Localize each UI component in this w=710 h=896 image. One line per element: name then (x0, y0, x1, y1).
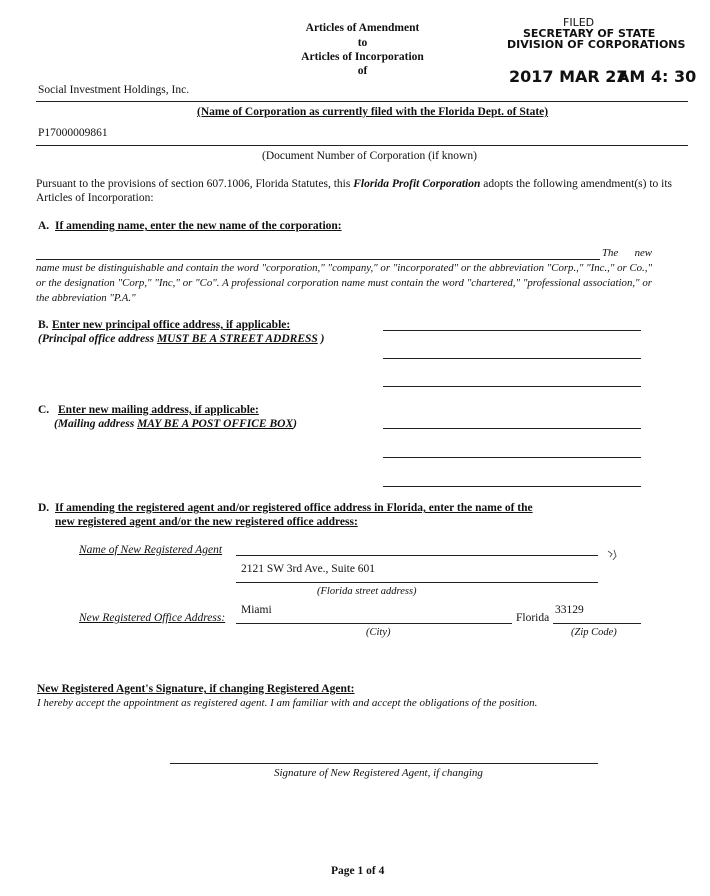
city-caption: (City) (366, 627, 391, 638)
section-b-note-prefix: (Principal office address (38, 333, 157, 345)
section-c-note (54, 417, 297, 431)
section-c-note-emphasis: MAY BE A POST OFFICE BOX (137, 418, 294, 430)
mailing-address-line-2[interactable] (383, 457, 641, 458)
section-d-label: D. (38, 502, 50, 514)
corporation-name-value: Social Investment Holdings, Inc. (38, 84, 190, 96)
section-c-heading: Enter new mailing address, if applicable: (58, 404, 259, 416)
section-b-note (38, 332, 325, 346)
intro-paragraph (36, 177, 691, 205)
mailing-address-line-3[interactable] (383, 486, 641, 487)
mailing-address-line-1[interactable] (383, 428, 641, 429)
section-a-heading: If amending name, enter the new name of the corporation: (55, 220, 342, 232)
principal-address-line-2[interactable] (383, 358, 641, 359)
street-address-value[interactable]: 2121 SW 3rd Ave., Suite 601 (241, 563, 376, 575)
section-d-heading-line-1: If amending the registered agent and/or registered office address in Florida, enter the name of the (55, 502, 533, 514)
section-d-heading-line-2: new registered agent and/or the new registered office address: (55, 516, 358, 528)
signature-caption: Signature of New Registered Agent, if changing (274, 767, 483, 779)
city-value[interactable]: Miami (241, 604, 272, 616)
section-b-label: B. (38, 319, 49, 331)
section-b-note-suffix: ) (317, 333, 325, 345)
signature-line[interactable] (170, 763, 598, 764)
intro-text-before: Pursuant to the provisions of section 607.1006, Florida Statutes, this (36, 178, 354, 190)
stamp-division: DIVISION OF CORPORATIONS (507, 38, 686, 51)
document-title-line-1: Articles of Amendment (305, 22, 420, 34)
filing-stamp (505, 16, 705, 96)
section-b-note-emphasis: MUST BE A STREET ADDRESS (156, 333, 318, 345)
section-c-note-suffix: ) (293, 418, 297, 430)
section-b-heading: Enter new principal office address, if applicable: (52, 319, 291, 331)
section-c-note-prefix: (Mailing address (54, 418, 138, 430)
zip-line[interactable] (553, 623, 641, 624)
section-a-label: A. (38, 220, 50, 232)
corporation-name-caption: (Name of Corporation as currently filed with the Florida Dept. of State) (197, 106, 549, 118)
signature-heading: New Registered Agent's Signature, if changing Registered Agent: (37, 683, 355, 695)
stamp-secretary: SECRETARY OF STATE (523, 27, 656, 40)
principal-address-line-3[interactable] (383, 386, 641, 387)
entity-type: Florida Profit Corporation (353, 178, 481, 190)
ink-mark-icon (606, 548, 620, 562)
zip-value[interactable]: 33129 (555, 604, 584, 616)
stamp-time: AM 4: 30 (617, 67, 697, 86)
state-value: Florida (516, 612, 550, 624)
city-line[interactable] (236, 623, 512, 624)
stamp-date: 2017 MAR 27 (509, 67, 628, 86)
principal-address-line-1[interactable] (383, 330, 641, 331)
document-title-line-3: Articles of Incorporation (301, 51, 424, 63)
stamp-filed: FILED (563, 16, 595, 29)
document-number-caption: (Document Number of Corporation (if known) (262, 150, 477, 162)
agent-name-line[interactable] (236, 555, 598, 556)
section-c-label: C. (38, 404, 50, 416)
document-title-line-4: of (357, 65, 368, 77)
agent-name-label: Name of New Registered Agent (79, 544, 223, 556)
signature-statement: I hereby accept the appointment as registered agent. I am familiar with and accept the obligations of the position. (37, 697, 538, 709)
intro-text-after: adopts the following amendment(s) to its Articles of Incorporation: (36, 178, 673, 204)
page-number: Page 1 of 4 (331, 865, 385, 877)
street-address-line[interactable] (236, 582, 598, 583)
document-number-line (36, 145, 688, 146)
section-a-note-lead: The new (602, 247, 652, 259)
document-title-line-2: to (357, 37, 368, 49)
office-address-label: New Registered Office Address: (79, 612, 226, 624)
zip-caption: (Zip Code) (571, 627, 617, 638)
section-a-note (36, 246, 652, 306)
street-address-caption: (Florida street address) (317, 586, 417, 597)
document-number-value: P17000009861 (38, 127, 108, 139)
section-a-note-body: name must be distinguishable and contain the word "corporation," "company," or "incorporated" or the abbreviation "Corp.," "Inc.," or Co.," or the designation "Corp," "Inc," or "Co". A professional corporation name must contain the word "chartered," "professional association," or the abbreviation "P.A." (36, 262, 652, 304)
corporation-name-line (36, 101, 688, 102)
